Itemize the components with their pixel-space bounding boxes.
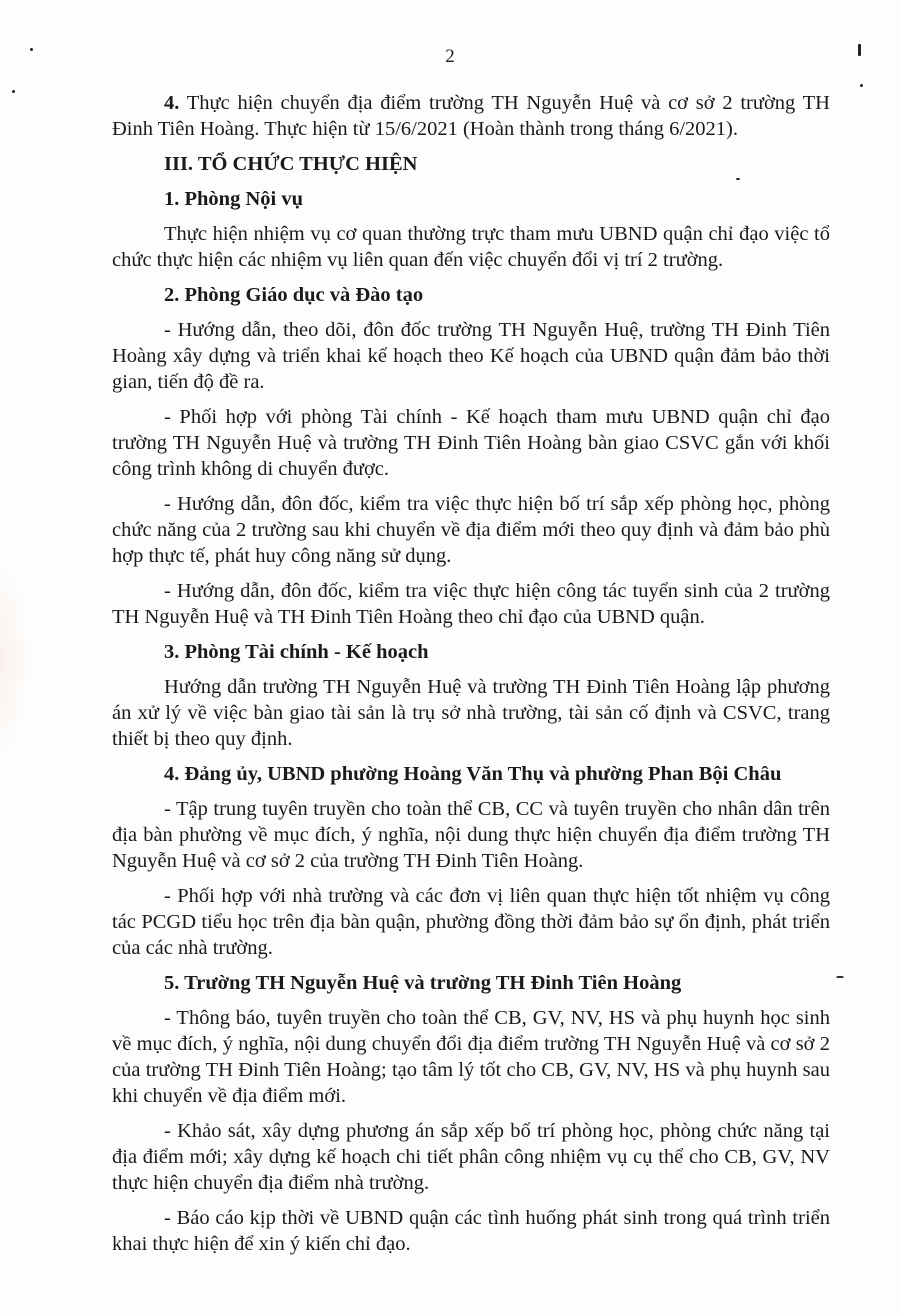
- paragraph: - Báo cáo kịp thời về UBND quận các tình huống phát sinh trong quá trình triển khai thực hiện để xin ý kiến chỉ đạo.: [112, 1207, 830, 1255]
- paragraph: - Phối hợp với phòng Tài chính - Kế hoạch tham mưu UBND quận chỉ đạo trường TH Nguyễn Huệ và trường TH Đinh Tiên Hoàng bàn giao CSVC gắn với khối công trình không di chuyển được.: [112, 406, 830, 480]
- paragraph: - Hướng dẫn, theo dõi, đôn đốc trường TH Nguyễn Huệ, trường TH Đinh Tiên Hoàng xây dựng và triển khai kế hoạch theo Kế hoạch của UBND quận đảm bảo thời gian, tiến độ đề ra.: [112, 319, 830, 393]
- paragraph: - Thông báo, tuyên truyền cho toàn thể CB, GV, NV, HS và phụ huynh học sinh về mục đích, ý nghĩa, nội dung chuyển đổi địa điểm trường TH Nguyễn Huệ và cơ sở 2 của trường TH Đinh Tiên Hoàng; tạo tâm lý tốt cho CB, GV, NV, HS và phụ huynh sau khi chuyển về địa điểm mới.: [112, 1007, 830, 1107]
- scan-speck: [836, 976, 844, 978]
- paper-stain: [0, 560, 30, 760]
- heading-dang-uy-ubnd-phuong: 4. Đảng ủy, UBND phường Hoàng Văn Thụ và phường Phan Bội Châu: [164, 763, 782, 785]
- item-4-text: Thực hiện chuyển địa điểm trường TH Nguyễn Huệ và cơ sở 2 trường TH Đinh Tiên Hoàng. Thực hiện từ 15/6/2021 (Hoàn thành trong tháng 6/2021).: [112, 92, 830, 140]
- page-number: 2: [445, 46, 455, 67]
- paragraph: - Tập trung tuyên truyền cho toàn thể CB, CC và tuyên truyền cho nhân dân trên địa bàn phường về mục đích, ý nghĩa, nội dung thực hiện chuyển địa điểm trường TH Nguyễn Huệ và cơ sở 2 của trường TH Đinh Tiên Hoàng.: [112, 798, 830, 872]
- paragraph: Hướng dẫn trường TH Nguyễn Huệ và trường TH Đinh Tiên Hoàng lập phương án xử lý về việc bàn giao tài sản là trụ sở nhà trường, tài sản cố định và CSVC, trang thiết bị theo quy định.: [112, 676, 830, 750]
- paragraph: - Hướng dẫn, đôn đốc, kiểm tra việc thực hiện bố trí sắp xếp phòng học, phòng chức năng của 2 trường sau khi chuyển về địa điểm mới theo quy định và đảm bảo phù hợp thực tế, phát huy công năng sử dụng.: [112, 493, 830, 567]
- paragraph: - Phối hợp với nhà trường và các đơn vị liên quan thực hiện tốt nhiệm vụ công tác PCGD tiểu học trên địa bàn quận, phường đồng thời đảm bảo sự ổn định, phát triển của các nhà trường.: [112, 885, 830, 959]
- scan-speck: [12, 90, 15, 93]
- heading-phong-noi-vu: 1. Phòng Nội vụ: [164, 188, 303, 210]
- item-4-paragraph: [112, 90, 830, 142]
- item-4-number: 4.: [164, 92, 180, 114]
- scan-speck: [860, 84, 863, 87]
- paragraph: Thực hiện nhiệm vụ cơ quan thường trực tham mưu UBND quận chỉ đạo việc tổ chức thực hiện các nhiệm vụ liên quan đến việc chuyển đổi vị trí 2 trường.: [112, 223, 830, 271]
- document-body: [112, 90, 830, 1266]
- heading-phong-tai-chinh: 3. Phòng Tài chính - Kế hoạch: [164, 641, 429, 663]
- paragraph: - Khảo sát, xây dựng phương án sắp xếp bố trí phòng học, phòng chức năng tại địa điểm mới; xây dựng kế hoạch chi tiết phân công nhiệm vụ cụ thể cho CB, GV, NV thực hiện chuyển địa điểm nhà trường.: [112, 1120, 830, 1194]
- heading-truong-th: 5. Trường TH Nguyễn Huệ và trường TH Đinh Tiên Hoàng: [164, 972, 682, 994]
- section-title: III. TỔ CHỨC THỰC HIỆN: [164, 153, 418, 175]
- paragraph: - Hướng dẫn, đôn đốc, kiểm tra việc thực hiện công tác tuyển sinh của 2 trường TH Nguyễn Huệ và TH Đinh Tiên Hoàng theo chỉ đạo của UBND quận.: [112, 580, 830, 628]
- heading-phong-giao-duc: 2. Phòng Giáo dục và Đào tạo: [164, 284, 424, 306]
